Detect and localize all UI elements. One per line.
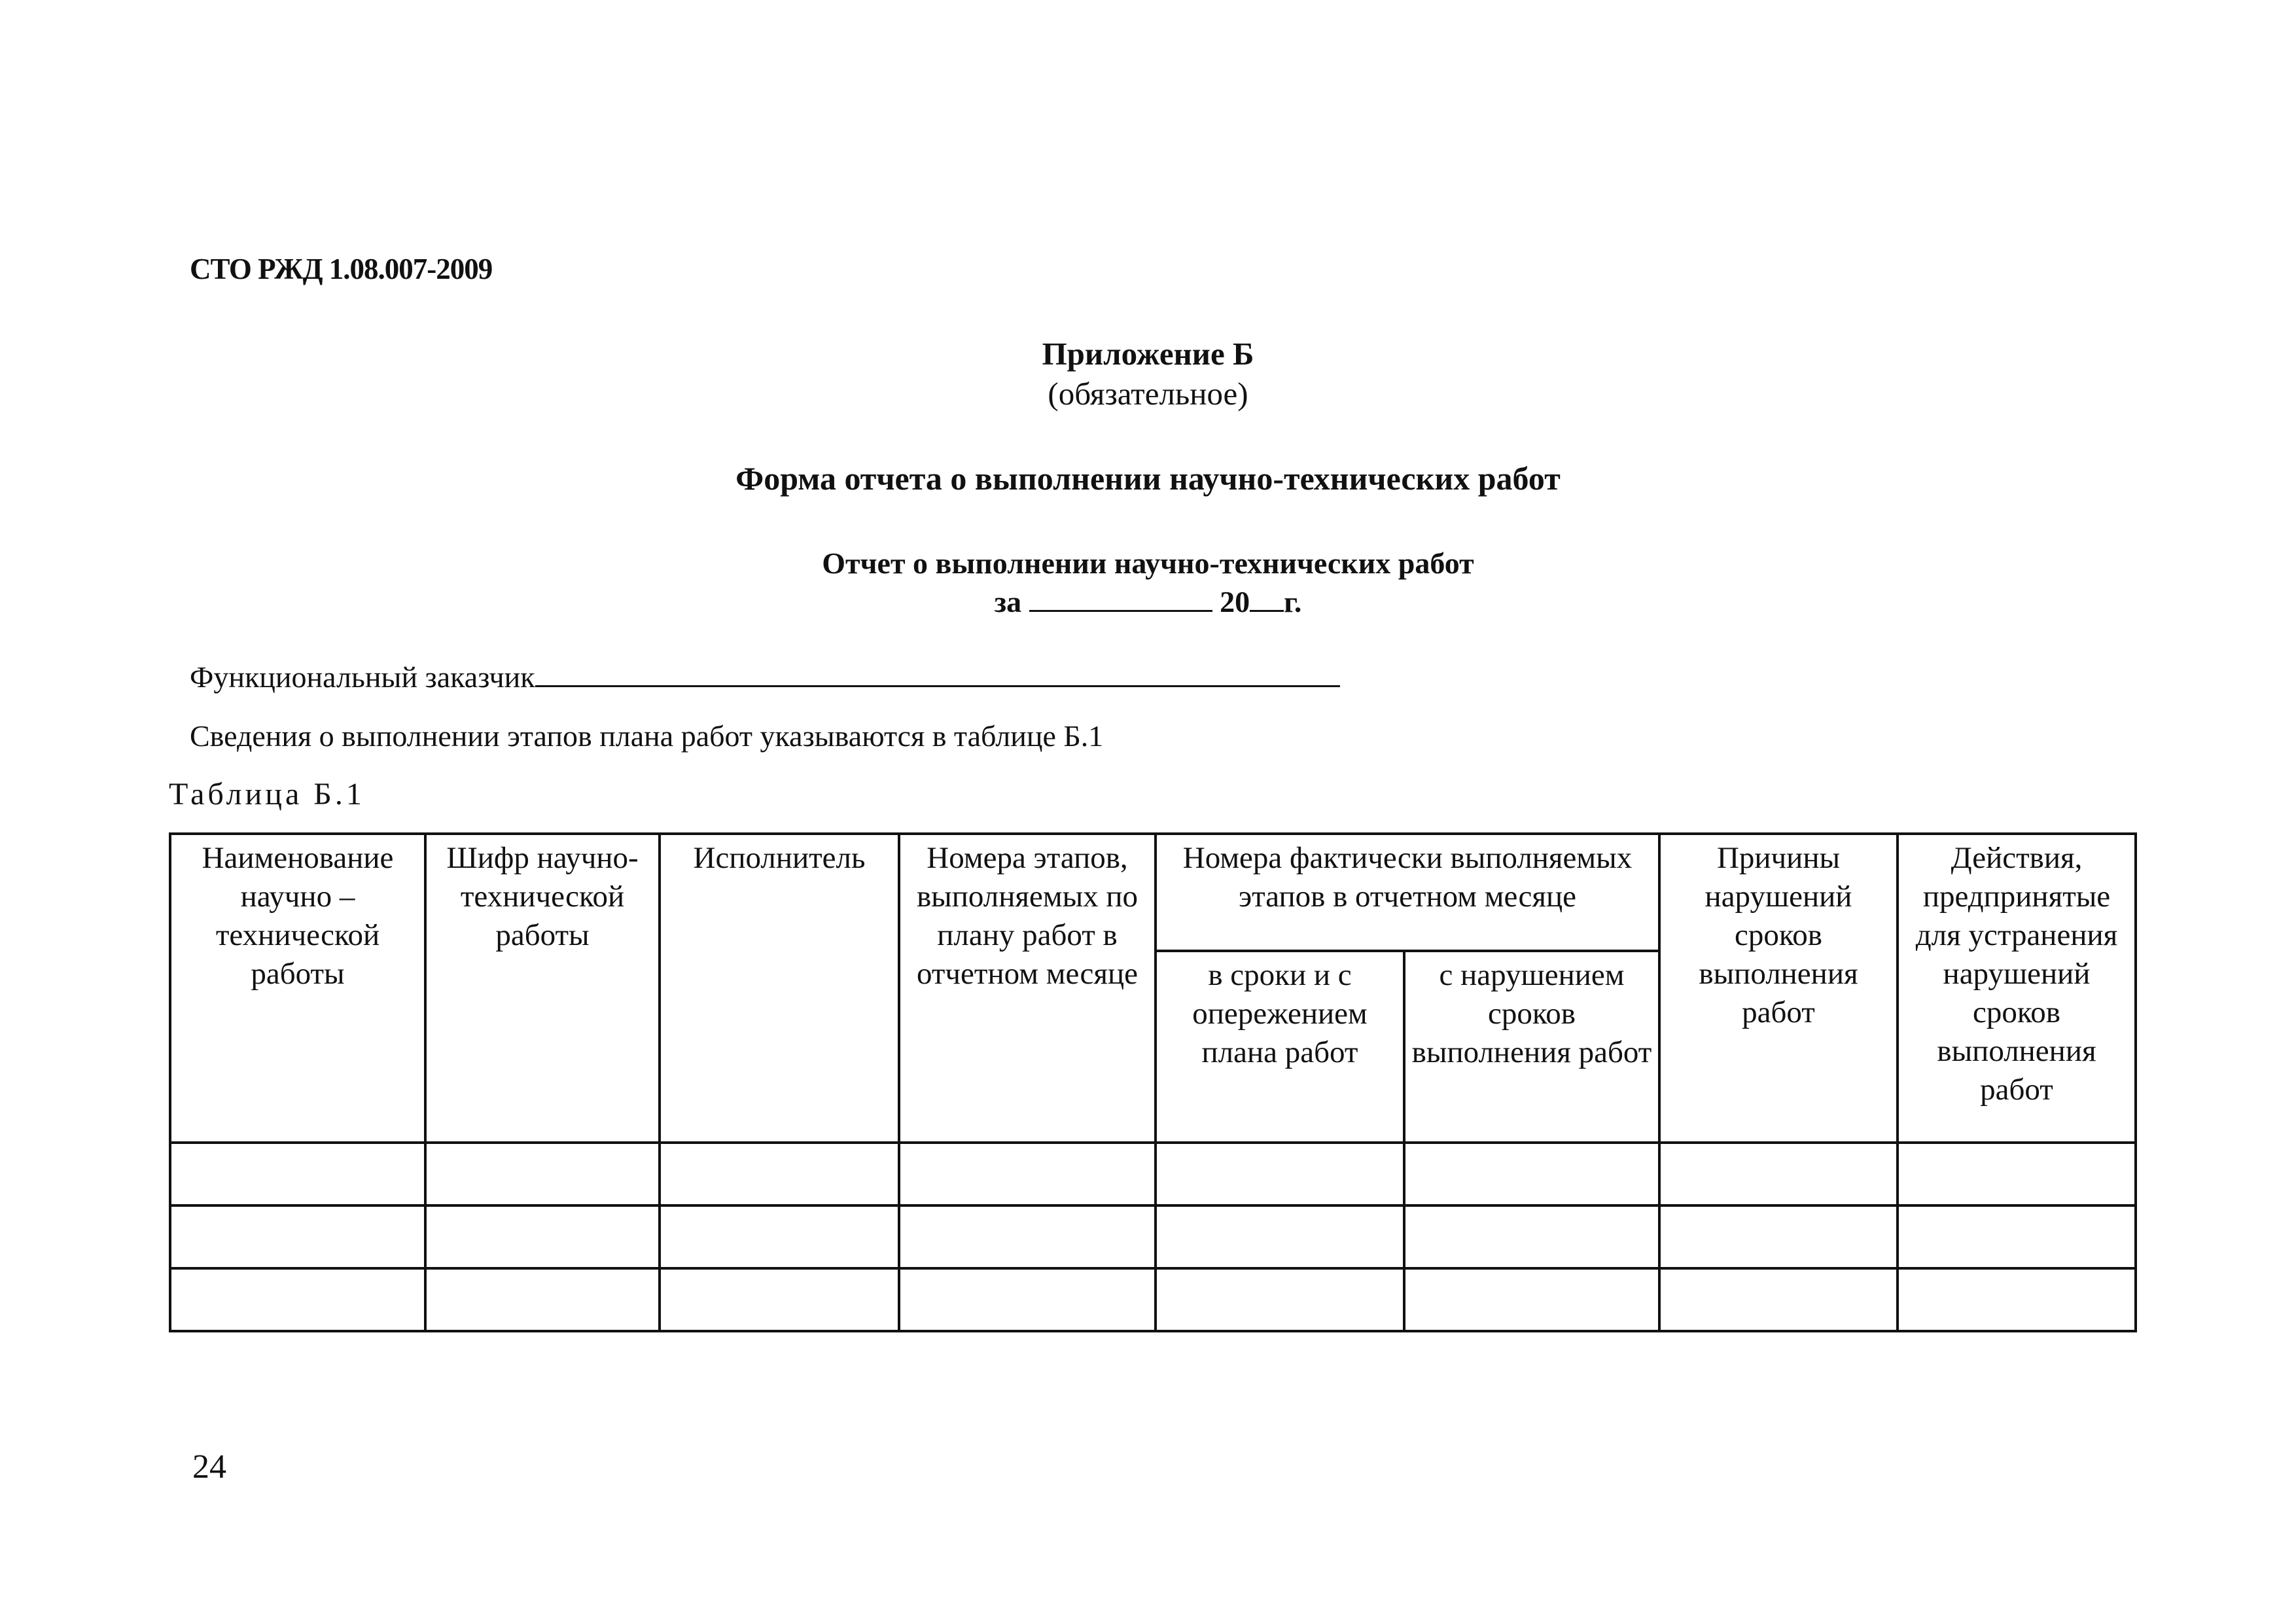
header-planned-stages: Номера этапов, выполняемых по плану работ в отчетном месяце — [899, 834, 1156, 1143]
table-cell[interactable] — [1156, 1268, 1404, 1331]
header-actual-stages: Номера фактически выполняемых этапов в отчетном месяце — [1156, 834, 1659, 951]
period-month-blank[interactable] — [1029, 586, 1212, 612]
header-reasons: Причины нарушений сроков выполнения работ — [1659, 834, 1898, 1143]
customer-field[interactable] — [535, 662, 1340, 687]
info-text: Сведения о выполнении этапов плана работ указываются в таблице Б.1 — [190, 719, 1104, 753]
period-year-blank[interactable] — [1250, 586, 1284, 612]
table-cell[interactable] — [1404, 1205, 1659, 1268]
table-cell[interactable] — [1404, 1143, 1659, 1205]
table-cell[interactable] — [425, 1268, 660, 1331]
appendix-title: Приложение Б — [1042, 336, 1254, 372]
table-cell[interactable] — [170, 1268, 425, 1331]
table-row — [170, 1205, 2136, 1268]
header-code: Шифр научно-технической работы — [425, 834, 660, 1143]
document-code: СТО РЖД 1.08.007-2009 — [190, 253, 493, 285]
table-cell[interactable] — [899, 1268, 1156, 1331]
table-cell[interactable] — [170, 1143, 425, 1205]
page-number: 24 — [192, 1448, 226, 1486]
appendix-note: (обязательное) — [1048, 376, 1248, 412]
table-cell[interactable] — [425, 1143, 660, 1205]
header-delayed: с нарушением сроков выполнения работ — [1404, 951, 1659, 1143]
form-title: Форма отчета о выполнении научно-технических работ — [735, 460, 1561, 497]
header-on-time: в сроки и с опережением плана работ — [1156, 951, 1404, 1143]
customer-label: Функциональный заказчик — [190, 660, 535, 694]
table-cell[interactable] — [1156, 1205, 1404, 1268]
header-executor: Исполнитель — [660, 834, 899, 1143]
table-cell[interactable] — [170, 1205, 425, 1268]
table-cell[interactable] — [899, 1205, 1156, 1268]
table-cell[interactable] — [1659, 1268, 1898, 1331]
customer-line — [190, 660, 1340, 694]
table-cell[interactable] — [1659, 1143, 1898, 1205]
table-cell[interactable] — [660, 1268, 899, 1331]
table-cell[interactable] — [1659, 1205, 1898, 1268]
header-actions: Действия, предпринятые для устранения нарушений сроков выполнения работ — [1898, 834, 2136, 1143]
table-cell[interactable] — [660, 1205, 899, 1268]
report-period — [0, 584, 2296, 619]
table-cell[interactable] — [1156, 1143, 1404, 1205]
table-cell[interactable] — [899, 1143, 1156, 1205]
table-row — [170, 1143, 2136, 1205]
table-row — [170, 1268, 2136, 1331]
table-cell[interactable] — [1898, 1205, 2136, 1268]
period-suffix: г. — [1284, 585, 1302, 618]
period-prefix: за — [994, 585, 1022, 618]
table-cell[interactable] — [425, 1205, 660, 1268]
report-title: Отчет о выполнении научно-технических работ — [822, 546, 1474, 580]
report-table — [169, 832, 2137, 1332]
table-cell[interactable] — [1404, 1268, 1659, 1331]
header-name: Наименование научно – технической работы — [170, 834, 425, 1143]
table-cell[interactable] — [660, 1143, 899, 1205]
table-cell[interactable] — [1898, 1268, 2136, 1331]
table-cell[interactable] — [1898, 1143, 2136, 1205]
period-year: 20 — [1220, 585, 1250, 618]
table-label: Таблица Б.1 — [169, 777, 365, 812]
